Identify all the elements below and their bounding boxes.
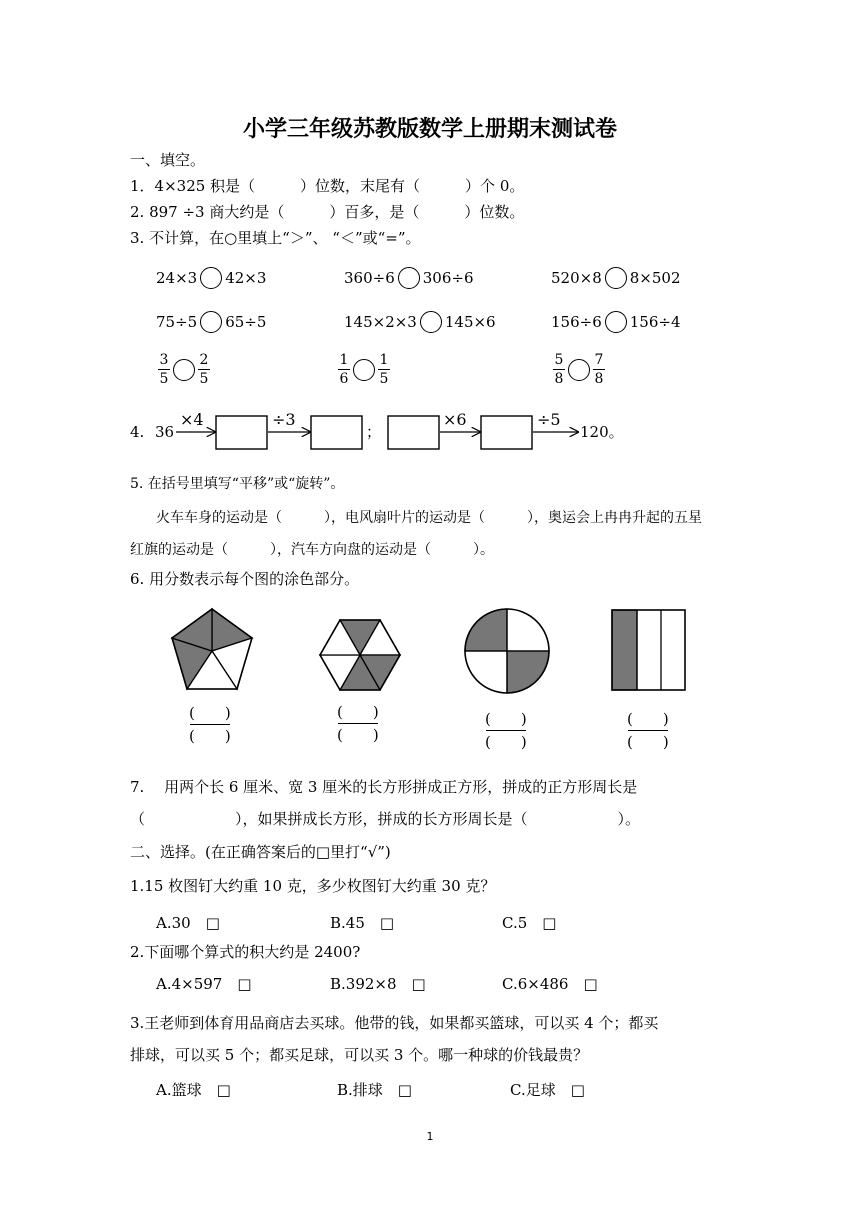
answer-box bbox=[481, 416, 532, 449]
numerator-blank: ( ) bbox=[189, 704, 231, 722]
chain-op-2: ÷3 bbox=[272, 410, 296, 429]
fraction-answer-blank[interactable] bbox=[485, 710, 527, 751]
option-c[interactable]: C.5 □ bbox=[502, 914, 557, 932]
answer-circle[interactable] bbox=[398, 267, 420, 289]
answer-circle[interactable] bbox=[605, 311, 627, 333]
compare-item bbox=[551, 266, 681, 290]
answer-circle[interactable] bbox=[568, 359, 590, 381]
compare-item bbox=[344, 310, 496, 334]
numerator-blank: ( ) bbox=[485, 710, 527, 728]
question-1-6: 6. 用分数表示每个图的涂色部分。 bbox=[130, 570, 360, 588]
option-b[interactable]: B.392×8 □ bbox=[330, 975, 426, 993]
page-number: 1 bbox=[426, 1130, 434, 1143]
denominator: 5 bbox=[199, 371, 209, 387]
question-2-3-line2: 排球，可以买 5 个；都买足球，可以买 3 个。哪一种球的价钱最贵？ bbox=[130, 1046, 589, 1064]
compare-left: 145×2×3 bbox=[344, 313, 417, 331]
answer-circle[interactable] bbox=[200, 267, 222, 289]
answer-circle[interactable] bbox=[605, 267, 627, 289]
compare-item bbox=[551, 310, 681, 334]
compare-left: 75÷5 bbox=[156, 313, 198, 331]
option-c[interactable]: C.6×486 □ bbox=[502, 975, 598, 993]
circle-figure-icon bbox=[465, 609, 549, 693]
compare-fraction-item bbox=[158, 352, 210, 387]
fraction-left bbox=[553, 352, 565, 387]
option-a[interactable]: A.30 □ bbox=[156, 914, 220, 932]
question-2-2: 2.下面哪个算式的积大约是 2400? bbox=[130, 943, 361, 961]
question-1-4-number: 4. bbox=[130, 423, 145, 441]
question-1-5: 5. 在括号里填写“平移”或“旋转”。 bbox=[130, 476, 345, 492]
denominator: 8 bbox=[554, 371, 564, 387]
compare-left: 156÷6 bbox=[551, 313, 602, 331]
answer-box bbox=[216, 416, 267, 449]
answer-circle[interactable] bbox=[173, 359, 195, 381]
numerator: 3 bbox=[159, 352, 169, 368]
compare-right: 306÷6 bbox=[422, 269, 474, 287]
compare-left: 520×8 bbox=[551, 269, 602, 287]
compare-item bbox=[156, 266, 266, 290]
fraction-left bbox=[158, 352, 170, 387]
chain-op-3: ×6 bbox=[443, 410, 467, 429]
compare-left: 24×3 bbox=[156, 269, 198, 287]
compare-right: 8×502 bbox=[629, 269, 681, 287]
answer-box bbox=[311, 416, 362, 449]
chain-separator: ； bbox=[366, 423, 382, 441]
option-b[interactable]: B.45 □ bbox=[330, 914, 395, 932]
fraction-answer-blank[interactable] bbox=[627, 710, 669, 751]
answer-circle[interactable] bbox=[200, 311, 222, 333]
denominator-blank: ( ) bbox=[485, 733, 527, 751]
denominator-blank: ( ) bbox=[337, 726, 379, 744]
numerator-blank: ( ) bbox=[337, 703, 379, 721]
compare-fraction-item bbox=[338, 352, 390, 387]
question-1-1: 1．4×325 积是（ ）位数，末尾有（ ）个 0。 bbox=[130, 177, 525, 195]
chain-op-1: ×4 bbox=[180, 410, 204, 429]
pentagon-figure-icon bbox=[172, 609, 252, 689]
question-2-3-line1: 3.王老师到体育用品商店去买球。他带的钱，如果都买篮球，可以买 4 个；都买 bbox=[130, 1014, 659, 1032]
numerator: 1 bbox=[339, 352, 349, 368]
compare-item bbox=[344, 266, 474, 290]
question-2-1: 1.15 枚图钉大约重 10 克，多少枚图钉大约重 30 克？ bbox=[130, 877, 496, 895]
numerator: 7 bbox=[594, 352, 604, 368]
denominator-blank: ( ) bbox=[627, 733, 669, 751]
chain-start: 36 bbox=[155, 423, 175, 441]
compare-right: 156÷4 bbox=[629, 313, 681, 331]
chain-op-4: ÷5 bbox=[537, 410, 561, 429]
numerator-blank: ( ) bbox=[627, 710, 669, 728]
rectangle-figure-icon bbox=[612, 610, 685, 690]
option-a[interactable]: A.4×597 □ bbox=[156, 975, 252, 993]
answer-circle[interactable] bbox=[353, 359, 375, 381]
section1-heading: 一、填空。 bbox=[130, 151, 206, 169]
denominator: 5 bbox=[159, 371, 169, 387]
compare-right: 145×6 bbox=[444, 313, 496, 331]
denominator: 8 bbox=[594, 371, 604, 387]
question-1-5-line2: 红旗的运动是（ ），汽车方向盘的运动是（ ）。 bbox=[130, 542, 494, 558]
page-title: 小学三年级苏教版数学上册期末测试卷 bbox=[242, 117, 617, 142]
question-1-5-line1: 火车车身的运动是（ ），电风扇叶片的运动是（ ），奥运会上冉冉升起的五星 bbox=[156, 510, 702, 526]
numerator: 5 bbox=[554, 352, 564, 368]
option-b[interactable]: B.排球 □ bbox=[337, 1081, 412, 1099]
option-c[interactable]: C.足球 □ bbox=[510, 1081, 585, 1099]
denominator: 6 bbox=[339, 371, 349, 387]
question-1-2: 2. 897 ÷3 商大约是（ ）百多，是（ ）位数。 bbox=[130, 203, 525, 221]
question-1-3: 3. 不计算，在○里填上“＞”、 “＜”或“=”。 bbox=[130, 229, 421, 247]
hexagon-figure-icon bbox=[320, 620, 400, 690]
denominator: 5 bbox=[379, 371, 389, 387]
fraction-left bbox=[338, 352, 350, 387]
numerator: 2 bbox=[199, 352, 209, 368]
answer-circle[interactable] bbox=[420, 311, 442, 333]
option-a[interactable]: A.篮球 □ bbox=[156, 1081, 231, 1099]
denominator-blank: ( ) bbox=[189, 727, 231, 745]
fraction-right bbox=[198, 352, 210, 387]
fraction-right bbox=[593, 352, 605, 387]
compare-item bbox=[156, 310, 266, 334]
question-1-7-line2: （ ），如果拼成长方形，拼成的长方形周长是（ ）。 bbox=[130, 810, 641, 828]
compare-left: 360÷6 bbox=[344, 269, 395, 287]
compare-right: 42×3 bbox=[225, 269, 267, 287]
numerator: 1 bbox=[379, 352, 389, 368]
chain-end: 120。 bbox=[580, 423, 624, 441]
fraction-right bbox=[378, 352, 390, 387]
section2-heading: 二、选择。(在正确答案后的□里打“√”) bbox=[130, 843, 391, 861]
question-1-7-line1: 7. 用两个长 6 厘米、宽 3 厘米的长方形拼成正方形，拼成的正方形周长是 bbox=[130, 778, 638, 796]
compare-right: 65÷5 bbox=[225, 313, 267, 331]
fraction-answer-blank[interactable] bbox=[337, 703, 379, 744]
answer-box bbox=[388, 416, 439, 449]
fraction-answer-blank[interactable] bbox=[189, 704, 231, 745]
compare-fraction-item bbox=[553, 352, 605, 387]
